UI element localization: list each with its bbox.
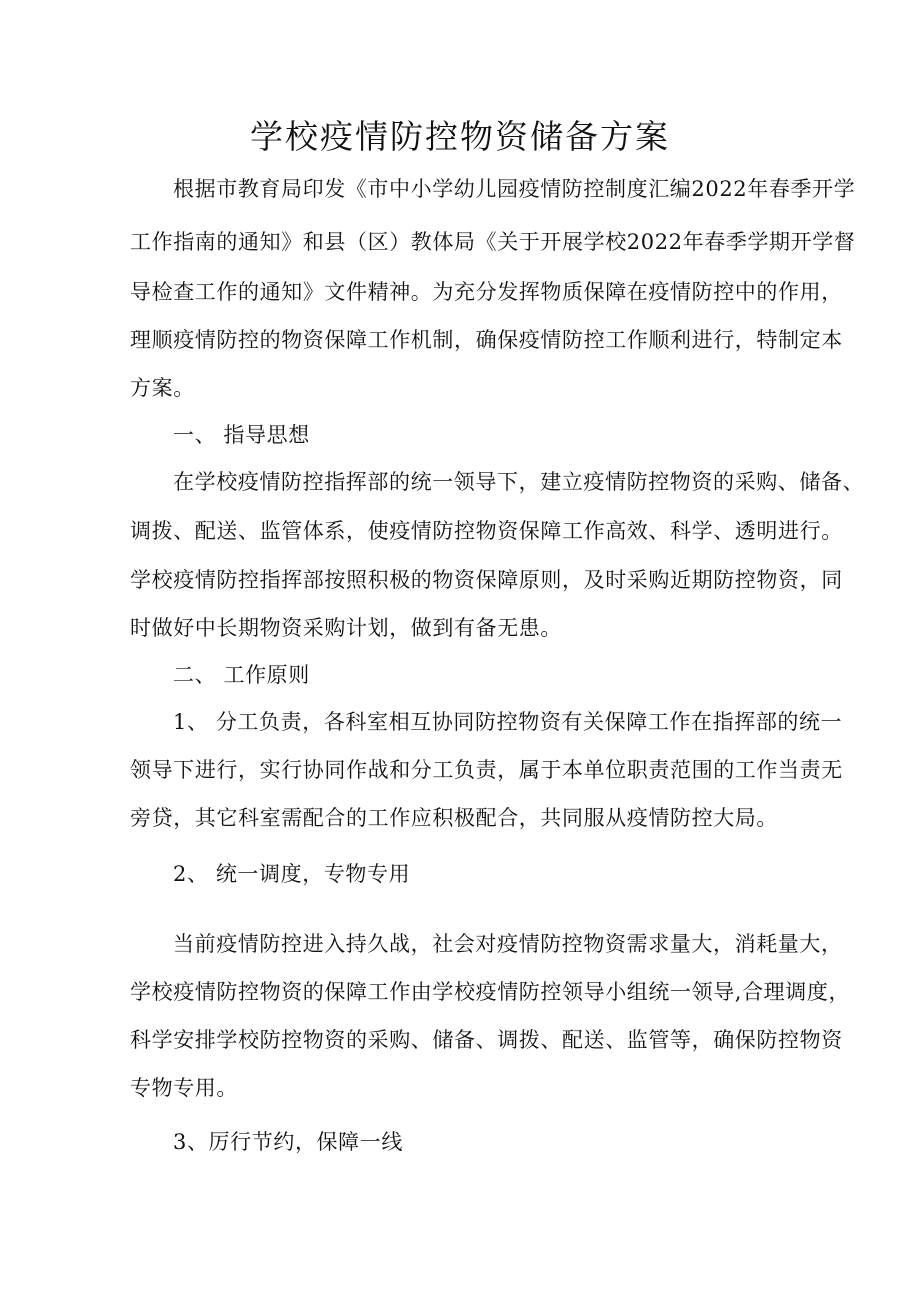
intro-line: 理顺疫情防控的物资保障工作机制，确保疫情防控工作顺利进行，特制定本 xyxy=(130,328,843,352)
section-heading-work-principles: 二、 工作原则 xyxy=(173,663,310,687)
principle1-line: 旁贷，其它科室需配合的工作应积极配合，共同服从疫情防控大局。 xyxy=(130,806,778,830)
section1-line: 在学校疫情防控指挥部的统一领导下，建立疫情防控物资的采购、储备、 xyxy=(173,470,865,494)
principle1-line: 领导下进行，实行协同作战和分工负责，属于本单位职责范围的工作当责无 xyxy=(130,758,843,782)
principle1-line: 1、 分工负责，各科室相互协同防控物资有关保障工作在指挥部的统一 xyxy=(173,710,843,734)
section1-line: 调拨、配送、监管体系，使疫情防控物资保障工作高效、科学、透明进行。 xyxy=(130,519,843,543)
section-heading-guiding-thought: 一、 指导思想 xyxy=(173,423,310,447)
section1-line: 时做好中长期物资采购计划，做到有备无患。 xyxy=(130,616,562,640)
principle3-heading: 3、厉行节约，保障一线 xyxy=(173,1130,403,1154)
intro-line: 根据市教育局印发《市中小学幼儿园疫情防控制度汇编2022年春季开学 xyxy=(173,177,856,201)
principle2-line: 学校疫情防控物资的保障工作由学校疫情防控领导小组统一领导,合理调度， xyxy=(130,980,851,1004)
document-title: 学校疫情防控物资储备方案 xyxy=(250,117,670,156)
principle2-line: 科学安排学校防控物资的采购、储备、调拨、配送、监管等，确保防控物资 xyxy=(130,1028,843,1052)
principle2-line: 当前疫情防控进入持久战，社会对疫情防控物资需求量大，消耗量大， xyxy=(173,932,843,956)
principle2-heading: 2、 统一调度，专物专用 xyxy=(173,862,411,886)
intro-line: 方案。 xyxy=(130,376,195,400)
section1-line: 学校疫情防控指挥部按照积极的物资保障原则，及时采购近期防控物资，同 xyxy=(130,568,843,592)
intro-line: 导检查工作的通知》文件精神。为充分发挥物质保障在疫情防控中的作用， xyxy=(130,280,843,304)
principle2-line: 专物专用。 xyxy=(130,1076,238,1100)
intro-line: 工作指南的通知》和县（区）教体局《关于开展学校2022年春季学期开学督 xyxy=(130,230,856,254)
